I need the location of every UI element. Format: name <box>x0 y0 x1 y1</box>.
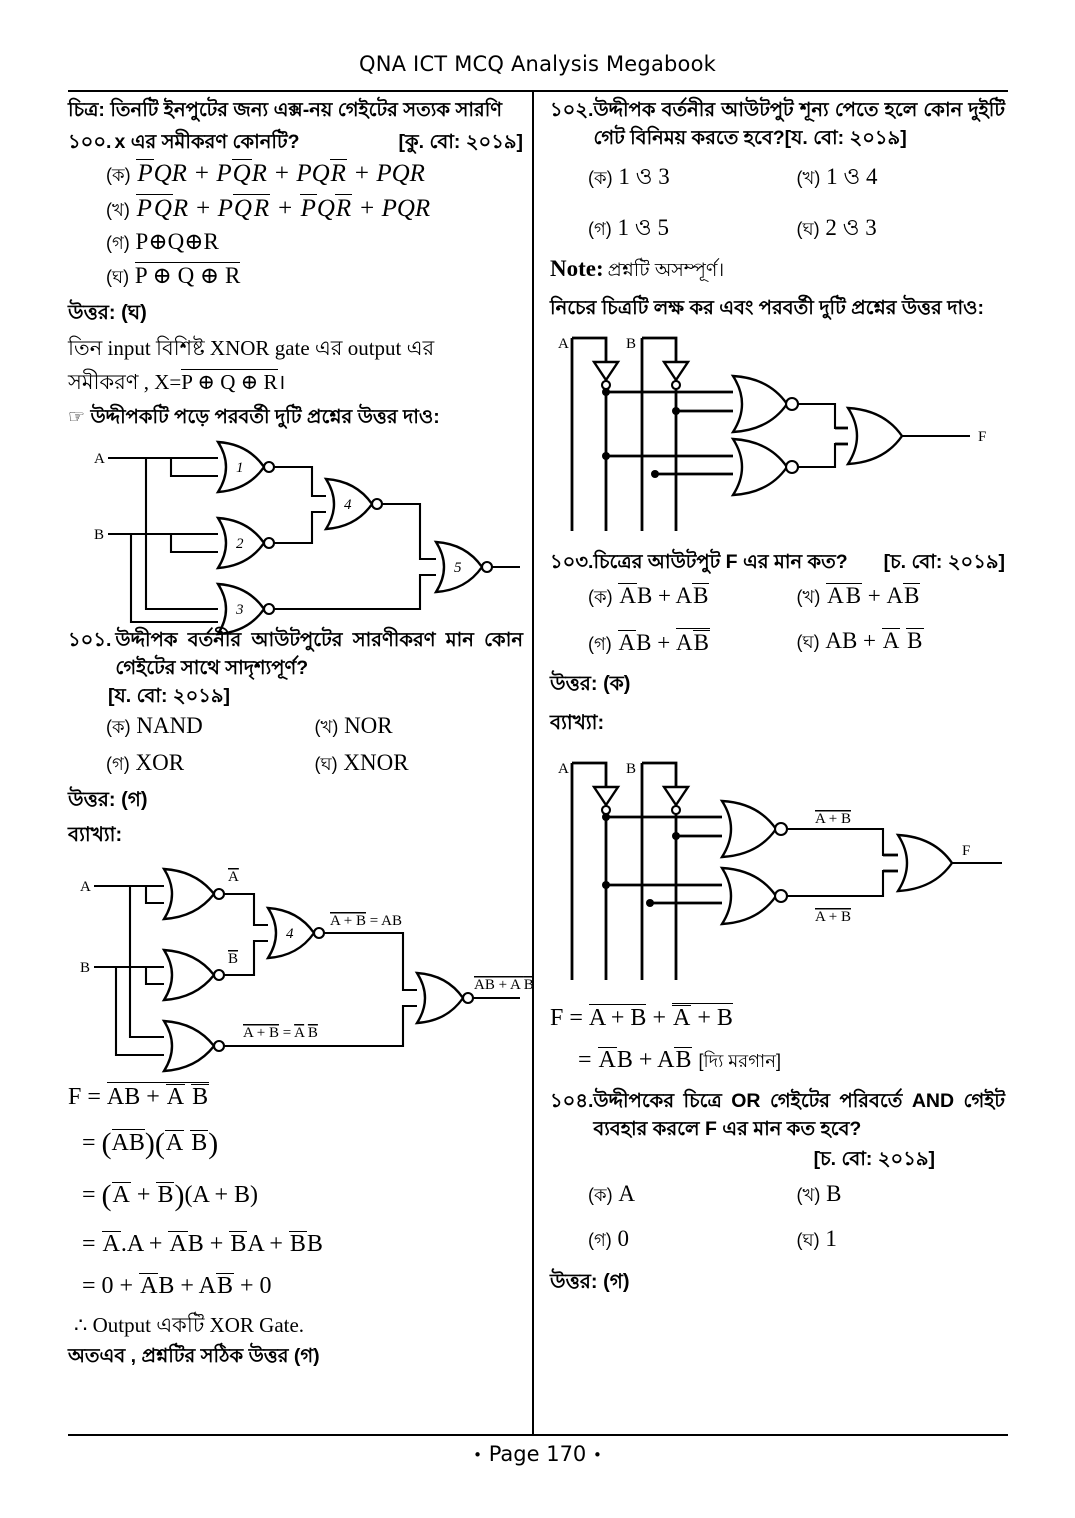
option-expression: 0 <box>617 1226 630 1252</box>
option-row[interactable] <box>106 229 523 260</box>
option-label: (ঘ) <box>314 753 338 774</box>
option-row[interactable] <box>106 750 315 781</box>
circuit3-output-label: F <box>978 428 987 445</box>
option-expression: 1 <box>825 1226 837 1252</box>
q103-answer: উত্তর: (ক) <box>550 672 631 695</box>
right-derivation <box>550 997 1005 1081</box>
q102-header <box>550 96 1005 152</box>
q101-board: [য. বো: ২০১৯] <box>108 684 231 707</box>
note-label: Note: <box>550 256 604 282</box>
q103-number: ১০৩. <box>550 550 594 573</box>
circuit1-gate-1-number: 1 <box>236 459 244 476</box>
option-label: (ঘ) <box>796 1230 820 1251</box>
option-row[interactable] <box>315 750 524 781</box>
option-row[interactable] <box>588 628 797 661</box>
option-expression: 1 ও 3 <box>618 164 670 190</box>
q100-options <box>106 159 523 294</box>
option-row[interactable] <box>588 158 797 197</box>
option-label: (ক) <box>588 586 613 607</box>
circuit4-output-label: F <box>962 842 971 859</box>
option-expression: PQR + PQR + PQR + PQR <box>136 195 431 223</box>
option-expression: B <box>826 1181 842 1207</box>
option-row[interactable] <box>588 209 797 248</box>
option-expression: NOR <box>344 712 393 738</box>
q100-text: x এর সমীকরণ কোনটি? <box>114 131 300 154</box>
q101-header <box>68 626 523 682</box>
circuit-diagram-4 <box>550 745 1005 995</box>
question-102 <box>550 96 1005 286</box>
q100-number: ১০০. <box>68 131 112 154</box>
option-label: (খ) <box>796 1185 821 1206</box>
option-expression: AB + AB <box>827 582 920 608</box>
footer-dot-right: • <box>592 1446 602 1464</box>
derivation-line: F = A + B + A + B <box>550 1004 733 1031</box>
derivation-line: = A.A + AB + BA + BB <box>82 1230 323 1257</box>
page-number: Page 170 <box>488 1442 587 1466</box>
q100-explanation-expr: P ⊕ Q ⊕ R <box>181 369 278 394</box>
demorgan-note: [দ্যি মরগান] <box>698 1050 781 1071</box>
bottom-rule <box>68 1434 1008 1436</box>
right-column <box>550 96 1005 1300</box>
question-100 <box>68 128 523 398</box>
option-row[interactable] <box>588 1226 797 1257</box>
q104-options <box>588 1181 1005 1257</box>
q101-byakkha-label: ব্যাখ্যা: <box>68 823 123 846</box>
circuit2-out-bottom: A + B = A B <box>243 1024 318 1041</box>
q104-board: [চ. বো: ২০১৯] <box>813 1147 935 1170</box>
q102-options <box>588 158 1005 248</box>
circuit4-input-b-label: B <box>626 760 637 777</box>
circuit3-input-a-label: A <box>558 335 569 352</box>
option-label: (ঘ) <box>796 219 820 240</box>
option-label: (গ) <box>588 633 612 654</box>
circuit4-input-a-label: A <box>558 760 569 777</box>
circuit2-gate-4-number: 4 <box>286 925 294 942</box>
option-row[interactable] <box>797 583 1006 614</box>
left-derivation <box>68 1076 523 1307</box>
circuit4-label-bottom: A + B <box>815 908 851 925</box>
option-row[interactable] <box>106 713 315 744</box>
circuit1-gate-3-number: 3 <box>236 601 244 618</box>
circuit2-label-b-bar: B <box>228 950 239 967</box>
option-label: (গ) <box>588 219 612 240</box>
option-expression: 1 ও 4 <box>826 164 878 190</box>
q100-explanation-prefix: সমীকরণ , X= <box>68 369 182 394</box>
q103-board: [চ. বো: ২০১৯] <box>883 550 1005 573</box>
q103-byakkha-label: ব্যাখ্যা: <box>550 711 605 734</box>
option-expression: P⊕Q⊕R <box>135 229 219 255</box>
q102-number: ১০২. <box>550 99 594 121</box>
option-label: (ক) <box>106 165 131 186</box>
q100-explanation-line2 <box>68 366 523 399</box>
option-label: (খ) <box>106 200 130 221</box>
pointing-hand-icon: ☞ <box>68 407 86 429</box>
q101-text: উদ্দীপক বর্তনীর আউটপুটের সারণীকরণ মান কোন গেইটের সাথে সাদৃশ্যপূর্ণ? <box>115 628 523 679</box>
option-row[interactable] <box>106 194 523 227</box>
circuit4-label-top: A + B <box>815 810 851 827</box>
footer-dot-left: • <box>473 1446 482 1464</box>
option-expression: XNOR <box>343 749 409 775</box>
q102-text: উদ্দীপক বর্তনীর আউটপুট শূন্য পেতে হলে কোন দুইটি গেট বিনিময় করতে হবে? <box>593 99 1005 150</box>
q101-answer: উত্তর: (গ) <box>68 788 148 811</box>
left-conclusion: ∴ Output একটি XOR Gate. <box>74 1312 305 1337</box>
circuit2-input-a-label: A <box>80 878 91 895</box>
left-column <box>68 96 534 1370</box>
q100-header <box>68 128 523 156</box>
option-expression: A <box>618 1181 635 1207</box>
column-divider <box>532 92 534 1435</box>
circuit1-gate-4-number: 4 <box>344 496 352 513</box>
circuit-diagram-3 <box>550 326 1005 546</box>
q102-text-and-board <box>593 96 1005 152</box>
option-expression: PQR + PQR + PQR + PQR <box>137 160 425 188</box>
option-label: (গ) <box>588 1230 612 1251</box>
option-row[interactable] <box>797 158 1006 197</box>
option-expression: NAND <box>136 712 203 738</box>
q103-header <box>550 548 1005 576</box>
option-row[interactable] <box>588 1181 797 1212</box>
circuit-diagram-1 <box>68 434 523 624</box>
note-text: প্রশ্নটি অসম্পূর্ণ। <box>607 260 725 282</box>
left-stimulus-note <box>68 403 523 431</box>
option-row[interactable] <box>797 1226 1006 1257</box>
question-103 <box>550 548 1005 741</box>
option-label: (খ) <box>314 716 339 737</box>
circuit2-out-top: A + B = AB <box>330 912 402 929</box>
q102-board: [য. বো: ২০১৯] <box>784 127 907 150</box>
option-label: (ক) <box>588 168 613 189</box>
left-stimulus-text: উদ্দীপকটি পড়ে পরবর্তী দুটি প্রশ্নের উত্তর দাও: <box>90 406 440 429</box>
option-row[interactable] <box>106 159 523 192</box>
q104-header <box>550 1087 1005 1143</box>
circuit2-out-final: AB + A B <box>474 976 534 993</box>
option-row[interactable] <box>797 628 1006 661</box>
option-expression: 1 ও 5 <box>617 215 669 241</box>
circuit3-input-b-label: B <box>626 335 637 352</box>
option-row[interactable] <box>797 1181 1006 1212</box>
top-rule <box>68 90 1008 92</box>
question-101 <box>68 626 523 853</box>
circuit1-gate-5-number: 5 <box>454 559 462 576</box>
circuit2-input-b-label: B <box>80 959 91 976</box>
option-row[interactable] <box>797 209 1006 248</box>
option-label: (গ) <box>106 753 130 774</box>
q104-number: ১০৪. <box>550 1089 594 1112</box>
option-expression: AB + AB <box>618 629 709 655</box>
circuit-diagram-2 <box>68 855 534 1070</box>
q102-note <box>550 256 1005 286</box>
right-stimulus-note: নিচের চিত্রটি লক্ষ কর এবং পরবর্তী দুটি প্রশ্নের উত্তর দাও: <box>550 296 984 319</box>
left-final-line: অতএব , প্রশ্নটির সঠিক উত্তর (গ) <box>68 1345 320 1368</box>
option-expression: P ⊕ Q ⊕ R <box>134 263 241 289</box>
q104-text: উদ্দীপকের চিত্রে OR গেইটের পরিবর্তে AND গেইট ব্যবহার করলে F এর মান কত হবে? <box>593 1089 1005 1140</box>
option-expression: AB + AB <box>619 582 709 608</box>
option-label: (ঘ) <box>796 631 820 652</box>
option-expression: 2 ও 3 <box>825 215 877 241</box>
derivation-line: = 0 + AB + AB + 0 <box>82 1272 272 1299</box>
q101-number: ১০১. <box>68 628 112 651</box>
q100-explanation-line1: তিন input বিশিষ্ট XNOR gate এর output এর <box>68 336 435 361</box>
circuit1-input-b-label: B <box>94 526 105 543</box>
q104-answer: উত্তর: (গ) <box>550 1271 630 1294</box>
circuit1-gate-2-number: 2 <box>236 535 244 552</box>
figure-caption: চিত্র: তিনটি ইনপুটের জন্য এক্স-নয় গেইটের সত্যক সারণি <box>68 99 503 121</box>
option-row[interactable] <box>315 713 524 744</box>
page-footer <box>0 1442 1075 1466</box>
option-label: (খ) <box>796 168 821 189</box>
derivation-line: = AB + AB [দ্যি মরগান] <box>578 1046 781 1073</box>
circuit1-input-a-label: A <box>94 450 105 467</box>
q100-explanation-suffix: । <box>277 369 286 394</box>
derivation-line: = (A + B)(A + B) <box>82 1179 258 1213</box>
option-label: (খ) <box>796 586 821 607</box>
circuit2-label-a-bar: A <box>228 868 239 885</box>
q100-answer: উত্তর: (ঘ) <box>68 302 147 325</box>
option-label: (গ) <box>106 233 130 254</box>
option-row[interactable] <box>106 262 523 294</box>
q103-options <box>588 583 1005 661</box>
question-104 <box>550 1087 1005 1300</box>
option-label: (ঘ) <box>106 267 130 288</box>
option-expression: XOR <box>135 749 185 775</box>
q103-text: চিত্রের আউটপুট F এর মান কত? <box>593 550 848 573</box>
page-header: QNA ICT MCQ Analysis Megabook <box>358 52 717 76</box>
option-label: (ক) <box>588 1185 613 1206</box>
q100-board: [কু. বো: ২০১৯] <box>398 131 523 154</box>
q101-options <box>106 713 523 781</box>
derivation-line: = (AB)(A B) <box>82 1126 219 1160</box>
option-expression: AB + A B <box>825 627 923 653</box>
option-label: (ক) <box>106 716 131 737</box>
derivation-line: F = AB + A B <box>68 1083 209 1110</box>
option-row[interactable] <box>588 583 797 614</box>
